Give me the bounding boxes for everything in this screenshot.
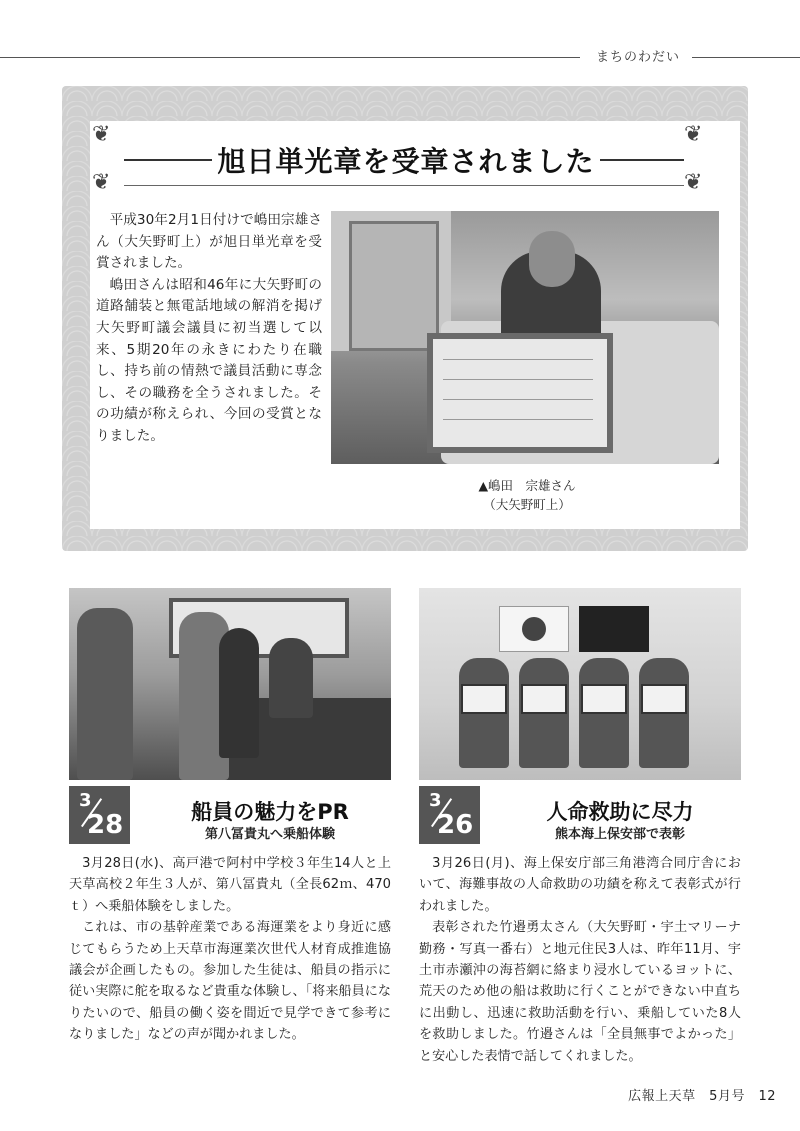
feature-paragraph: 嶋田さんは昭和46年に大矢野町の道路舗装と無電話地域の解消を掲げ大矢野町議会議員に初当選して以来、5期20年の永きにわたり在職し、持ち前の情熱で議員活動に専念し、その職務を全うされました。その功績が称えられ、今回の受賞となりました。 xyxy=(96,276,322,444)
article-subtitle: 第八冨貴丸へ乗船体験 xyxy=(204,827,335,842)
article-title: 船員の魅力をPR xyxy=(191,800,349,824)
title-rule-left xyxy=(124,159,212,161)
article-paragraph: 表彰された竹邉勇太さん（大矢野町・宇土マリーナ勤務・写真一番右）と地元住民3人は、昨年11月、宇土市赤瀬沖の海苔網に絡まり浸水しているヨットに、荒天のため他の船は救助に行くことができない中直ちに出動し、迅速に救助活動を行い、乗船していた8人を救助しました。竹邉さんは「全員無事でよかった」と安心した表情で話してくれました。 xyxy=(419,920,741,1064)
date-month: 3 xyxy=(79,790,92,811)
header-rule-left xyxy=(0,57,580,58)
date-day: 28 xyxy=(87,810,124,840)
date-month: 3 xyxy=(429,790,442,811)
feature-paragraph: 平成30年2月1日付けで嶋田宗雄さん（大矢野町上）が旭日単光章を受賞されました。 xyxy=(96,212,322,272)
photo-caption xyxy=(452,476,602,514)
article-title: 人命救助に尽力 xyxy=(546,800,694,824)
ornament-icon: ❦ xyxy=(92,170,111,195)
date-badge xyxy=(419,786,480,844)
date-day: 26 xyxy=(437,810,474,840)
article-body xyxy=(69,853,391,1046)
ornament-icon: ❦ xyxy=(92,122,111,147)
article-paragraph: これは、市の基幹産業である海運業をより身近に感じてもらうため上天草市海運業次世代人材育成推進協議会が企画したもの。参加した生徒は、船員の指示に従い実際に舵を取るなど貴重な体験し、「将来船員になりたいので、船員の働く姿を間近で見学できて参考になりました」などの声が聞かれました。 xyxy=(69,920,391,1043)
date-badge xyxy=(69,786,130,844)
ship-bridge-photo xyxy=(69,588,391,780)
article-paragraph: 3月28日(水)、高戸港で阿村中学校３年生14人と上天草高校２年生３人が、第八冨貴丸（全長62ｍ、470ｔ）へ乗船体験をしました。 xyxy=(69,856,391,914)
feature-body xyxy=(96,210,322,448)
article-paragraph: 3月26日(月)、海上保安庁部三角港湾合同庁舎において、海難事故の人命救助の功績を称えて表彰式が行われました。 xyxy=(419,856,741,914)
ornament-icon: ❦ xyxy=(684,122,703,147)
header-rule-right xyxy=(692,57,800,58)
caption-location: （大矢野町上） xyxy=(483,497,571,512)
title-rule-right xyxy=(600,159,684,161)
article-body xyxy=(419,853,741,1067)
award-photo xyxy=(331,211,719,464)
award-ceremony-photo xyxy=(419,588,741,780)
ornament-icon: ❦ xyxy=(684,170,703,195)
page-footer: 広報上天草 5月号 12 xyxy=(628,1089,776,1104)
article-subtitle: 熊本海上保安部で表彰 xyxy=(554,827,685,842)
feature-title: 旭日単光章を受章されました xyxy=(217,145,595,178)
section-label: まちのわだい xyxy=(595,50,680,65)
title-underline xyxy=(124,185,684,186)
caption-name: ▲嶋田 宗雄さん xyxy=(478,478,576,493)
